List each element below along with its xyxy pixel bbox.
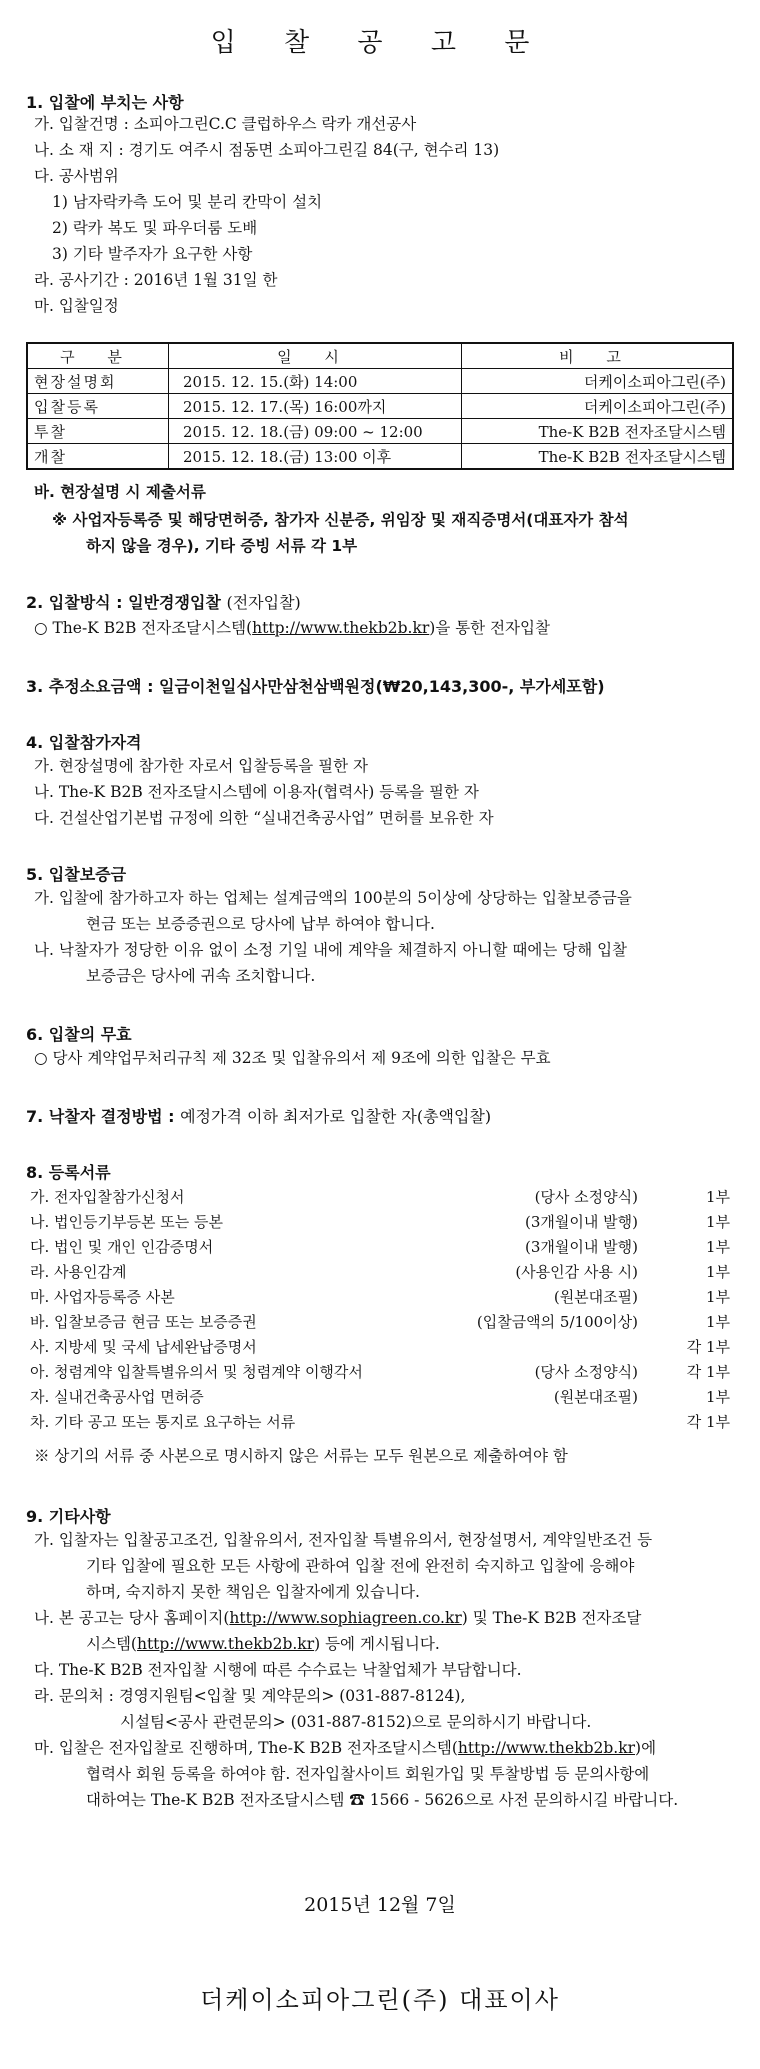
document-qty: 각 1부 xyxy=(686,1363,730,1381)
table-row xyxy=(27,394,733,419)
misc-a-line-1: 가. 입찰자는 입찰공고조건, 입찰유의서, 전자입찰 특별유의서, 현장설명서, 계약일반조건 등 xyxy=(34,1531,653,1549)
row-category: 개찰 xyxy=(27,444,169,470)
misc-d-line-2: 시설팀<공사 관련문의> (031-887-8152)으로 문의하시기 바랍니다. xyxy=(120,1713,592,1731)
list-item xyxy=(30,1386,730,1410)
section-7-heading xyxy=(26,1104,491,1127)
list-item xyxy=(30,1361,730,1385)
schedule-header-row xyxy=(27,343,733,369)
section-4-heading: 4. 입찰참가자격 xyxy=(26,733,142,752)
document-note: (입찰금액의 5/100이상) xyxy=(476,1313,638,1331)
misc-d-line-1: 라. 문의처 : 경영지원팀<입찰 및 계약문의> (031-887-8124), xyxy=(34,1687,466,1705)
bidding-method-line xyxy=(34,618,550,638)
thekb2b-link[interactable]: http://www.thekb2b.kr xyxy=(252,619,430,637)
list-item xyxy=(30,1311,730,1335)
table-row xyxy=(27,444,733,470)
misc-b-line-2 xyxy=(86,1634,440,1654)
document-qty: 1부 xyxy=(705,1188,730,1206)
sophiagreen-link[interactable]: http://www.sophiagreen.co.kr xyxy=(229,1609,462,1627)
bidding-method-suffix: )을 통한 전자입찰 xyxy=(429,619,550,637)
list-item xyxy=(30,1186,730,1210)
qualification-c: 다. 건설산업기본법 규정에 의한 “실내건축공사업” 면허를 보유한 자 xyxy=(34,809,494,827)
misc-b-suffix: ) 및 The-K B2B 전자조달 xyxy=(461,1609,642,1627)
misc-e-line-2: 협력사 회원 등록을 하여야 함. 전자입찰사이트 회원가입 및 투찰방법 등 문의사항에 xyxy=(86,1765,650,1783)
thekb2b-link[interactable]: http://www.thekb2b.kr xyxy=(457,1739,636,1757)
document-qty: 1부 xyxy=(705,1288,730,1306)
document-qty: 1부 xyxy=(705,1238,730,1256)
section-7-title: 7. 낙찰자 결정방법 : xyxy=(26,1107,175,1126)
misc-c-line: 다. The-K B2B 전자입찰 시행에 따른 수수료는 낙찰업체가 부담합니다. xyxy=(34,1661,522,1679)
document-name: 사. 지방세 및 국세 납세완납증명서 xyxy=(30,1338,257,1356)
row-datetime: 2015. 12. 18.(금) 09:00 ~ 12:00 xyxy=(169,419,462,444)
row-remark: The-K B2B 전자조달시스템 xyxy=(462,419,734,444)
section-6-heading: 6. 입찰의 무효 xyxy=(26,1025,132,1044)
document-qty: 각 1부 xyxy=(686,1413,730,1431)
thekb2b-link[interactable]: http://www.thekb2b.kr xyxy=(136,1635,315,1653)
document-name: 라. 사용인감계 xyxy=(30,1263,127,1281)
site-docs-note-1: ※ 사업자등록증 및 해당면허증, 참가자 신분증, 위임장 및 재직증명서(대표자가 참석 xyxy=(52,511,629,529)
deposit-a-line-1: 가. 입찰에 참가하고자 하는 업체는 설계금액의 100분의 5이상에 상당하는 입찰보증금을 xyxy=(34,889,632,907)
item-period: 라. 공사기간 : 2016년 1월 31일 한 xyxy=(34,271,278,289)
document-qty: 1부 xyxy=(705,1313,730,1331)
header-category: 구 분 xyxy=(27,343,169,369)
table-row xyxy=(27,369,733,394)
header-datetime: 일 시 xyxy=(169,343,462,369)
misc-b2-prefix: 시스템( xyxy=(86,1635,137,1653)
scope-item-2: 2) 락카 복도 및 파우더룸 도배 xyxy=(52,219,258,237)
document-name: 바. 입찰보증금 현금 또는 보증증권 xyxy=(30,1313,257,1331)
misc-b-prefix: 나. 본 공고는 당사 홈페이지( xyxy=(34,1609,230,1627)
document-qty: 1부 xyxy=(705,1388,730,1406)
header-remark: 비 고 xyxy=(462,343,734,369)
document-note: (원본대조필) xyxy=(553,1288,638,1306)
item-scope: 다. 공사범위 xyxy=(34,167,119,185)
deposit-a-line-2: 현금 또는 보증증권으로 당사에 납부 하여야 합니다. xyxy=(86,915,435,933)
section-5-heading: 5. 입찰보증금 xyxy=(26,865,127,884)
list-item xyxy=(30,1336,730,1360)
document-note: (원본대조필) xyxy=(553,1388,638,1406)
item-location: 나. 소 재 지 : 경기도 여주시 점동면 소피아그린길 84(구, 현수리 13) xyxy=(34,141,500,159)
signature: 더케이소피아그린(주) 대표이사 xyxy=(200,1986,560,2014)
document-name: 다. 법인 및 개인 인감증명서 xyxy=(30,1238,214,1256)
misc-e-suffix: )에 xyxy=(635,1739,657,1757)
item-schedule: 마. 입찰일정 xyxy=(34,297,119,315)
scope-item-3: 3) 기타 발주자가 요구한 사항 xyxy=(52,245,253,263)
row-remark: The-K B2B 전자조달시스템 xyxy=(462,444,734,470)
section-2-tail: (전자입찰) xyxy=(226,593,301,612)
row-datetime: 2015. 12. 15.(화) 14:00 xyxy=(169,369,462,394)
section-2-title: 2. 입찰방식 : 일반경쟁입찰 xyxy=(26,593,221,612)
document-note: (3개월이내 발행) xyxy=(525,1238,638,1256)
row-remark: 더케이소피아그린(주) xyxy=(462,369,734,394)
document-note: (당사 소정양식) xyxy=(534,1363,638,1381)
document-name: 자. 실내건축공사업 면허증 xyxy=(30,1388,204,1406)
document-qty: 1부 xyxy=(705,1213,730,1231)
site-docs-note-2: 하지 않을 경우), 기타 증빙 서류 각 1부 xyxy=(86,537,358,555)
document-name: 가. 전자입찰참가신청서 xyxy=(30,1188,185,1206)
section-8-heading: 8. 등록서류 xyxy=(26,1163,111,1182)
row-category: 투찰 xyxy=(27,419,169,444)
notice-date: 2015년 12월 7일 xyxy=(304,1894,456,1916)
row-category: 현장설명회 xyxy=(27,369,169,394)
list-item xyxy=(30,1411,730,1435)
invalid-bid-line: ○ 당사 계약업무처리규칙 제 32조 및 입찰유의서 제 9조에 의한 입찰은 무효 xyxy=(34,1049,551,1067)
document-name: 아. 청렴계약 입찰특별유의서 및 청렴계약 이행각서 xyxy=(30,1363,363,1381)
misc-a-line-2: 기타 입찰에 필요한 모든 사항에 관하여 입찰 전에 완전히 숙지하고 입찰에 응해야 xyxy=(86,1557,635,1575)
qualification-b: 나. The-K B2B 전자조달시스템에 이용자(협력사) 등록을 필한 자 xyxy=(34,783,479,801)
misc-e-prefix: 마. 입찰은 전자입찰로 진행하며, The-K B2B 전자조달시스템( xyxy=(34,1739,458,1757)
document-note: (3개월이내 발행) xyxy=(525,1213,638,1231)
document-note: (당사 소정양식) xyxy=(534,1188,638,1206)
row-remark: 더케이소피아그린(주) xyxy=(462,394,734,419)
bidding-method-prefix: ○ The-K B2B 전자조달시스템( xyxy=(34,619,253,637)
row-category: 입찰등록 xyxy=(27,394,169,419)
scope-item-1: 1) 남자락카측 도어 및 분리 칸막이 설치 xyxy=(52,193,323,211)
schedule-table xyxy=(26,342,734,470)
misc-e-line-1 xyxy=(34,1738,656,1758)
section-7-tail: 예정가격 이하 최저가로 입찰한 자(총액입찰) xyxy=(180,1107,492,1126)
list-item xyxy=(30,1211,730,1235)
deposit-b-line-2: 보증금은 당사에 귀속 조치합니다. xyxy=(86,967,316,985)
document-qty: 1부 xyxy=(705,1263,730,1281)
page-title: 입 찰 공 고 문 xyxy=(210,28,550,58)
document-name: 마. 사업자등록증 사본 xyxy=(30,1288,175,1306)
documents-note: ※ 상기의 서류 중 사본으로 명시하지 않은 서류는 모두 원본으로 제출하여야 함 xyxy=(34,1447,568,1465)
misc-a-line-3: 하며, 숙지하지 못한 책임은 입찰자에게 있습니다. xyxy=(86,1583,420,1601)
section-2-heading xyxy=(26,590,301,613)
section-1-heading: 1. 입찰에 부치는 사항 xyxy=(26,93,184,112)
row-datetime: 2015. 12. 17.(목) 16:00까지 xyxy=(169,394,462,419)
document-note: (사용인감 사용 시) xyxy=(515,1263,638,1281)
document-name: 차. 기타 공고 또는 통지로 요구하는 서류 xyxy=(30,1413,296,1431)
qualification-a: 가. 현장설명에 참가한 자로서 입찰등록을 필한 자 xyxy=(34,757,368,775)
list-item xyxy=(30,1236,730,1260)
section-3-heading: 3. 추정소요금액 : 일금이천일십사만삼천삼백원정(₩20,143,300-, 부가세포함) xyxy=(26,677,605,696)
row-datetime: 2015. 12. 18.(금) 13:00 이후 xyxy=(169,444,462,470)
item-site-docs: 바. 현장설명 시 제출서류 xyxy=(34,483,206,501)
item-project-name: 가. 입찰건명 : 소피아그린C.C 클럽하우스 락카 개선공사 xyxy=(34,115,417,133)
section-9-heading: 9. 기타사항 xyxy=(26,1507,111,1526)
list-item xyxy=(30,1286,730,1310)
deposit-b-line-1: 나. 낙찰자가 정당한 이유 없이 소정 기일 내에 계약을 체결하지 아니할 때에는 당해 입찰 xyxy=(34,941,628,959)
list-item xyxy=(30,1261,730,1285)
document-qty: 각 1부 xyxy=(686,1338,730,1356)
misc-b-line-1 xyxy=(34,1608,641,1628)
document-name: 나. 법인등기부등본 또는 등본 xyxy=(30,1213,223,1231)
table-row xyxy=(27,419,733,444)
misc-b2-suffix: ) 등에 게시됩니다. xyxy=(314,1635,440,1653)
misc-e-line-3: 대하여는 The-K B2B 전자조달시스템 ☎ 1566 - 5626으로 사전 문의하시길 바랍니다. xyxy=(86,1791,679,1809)
